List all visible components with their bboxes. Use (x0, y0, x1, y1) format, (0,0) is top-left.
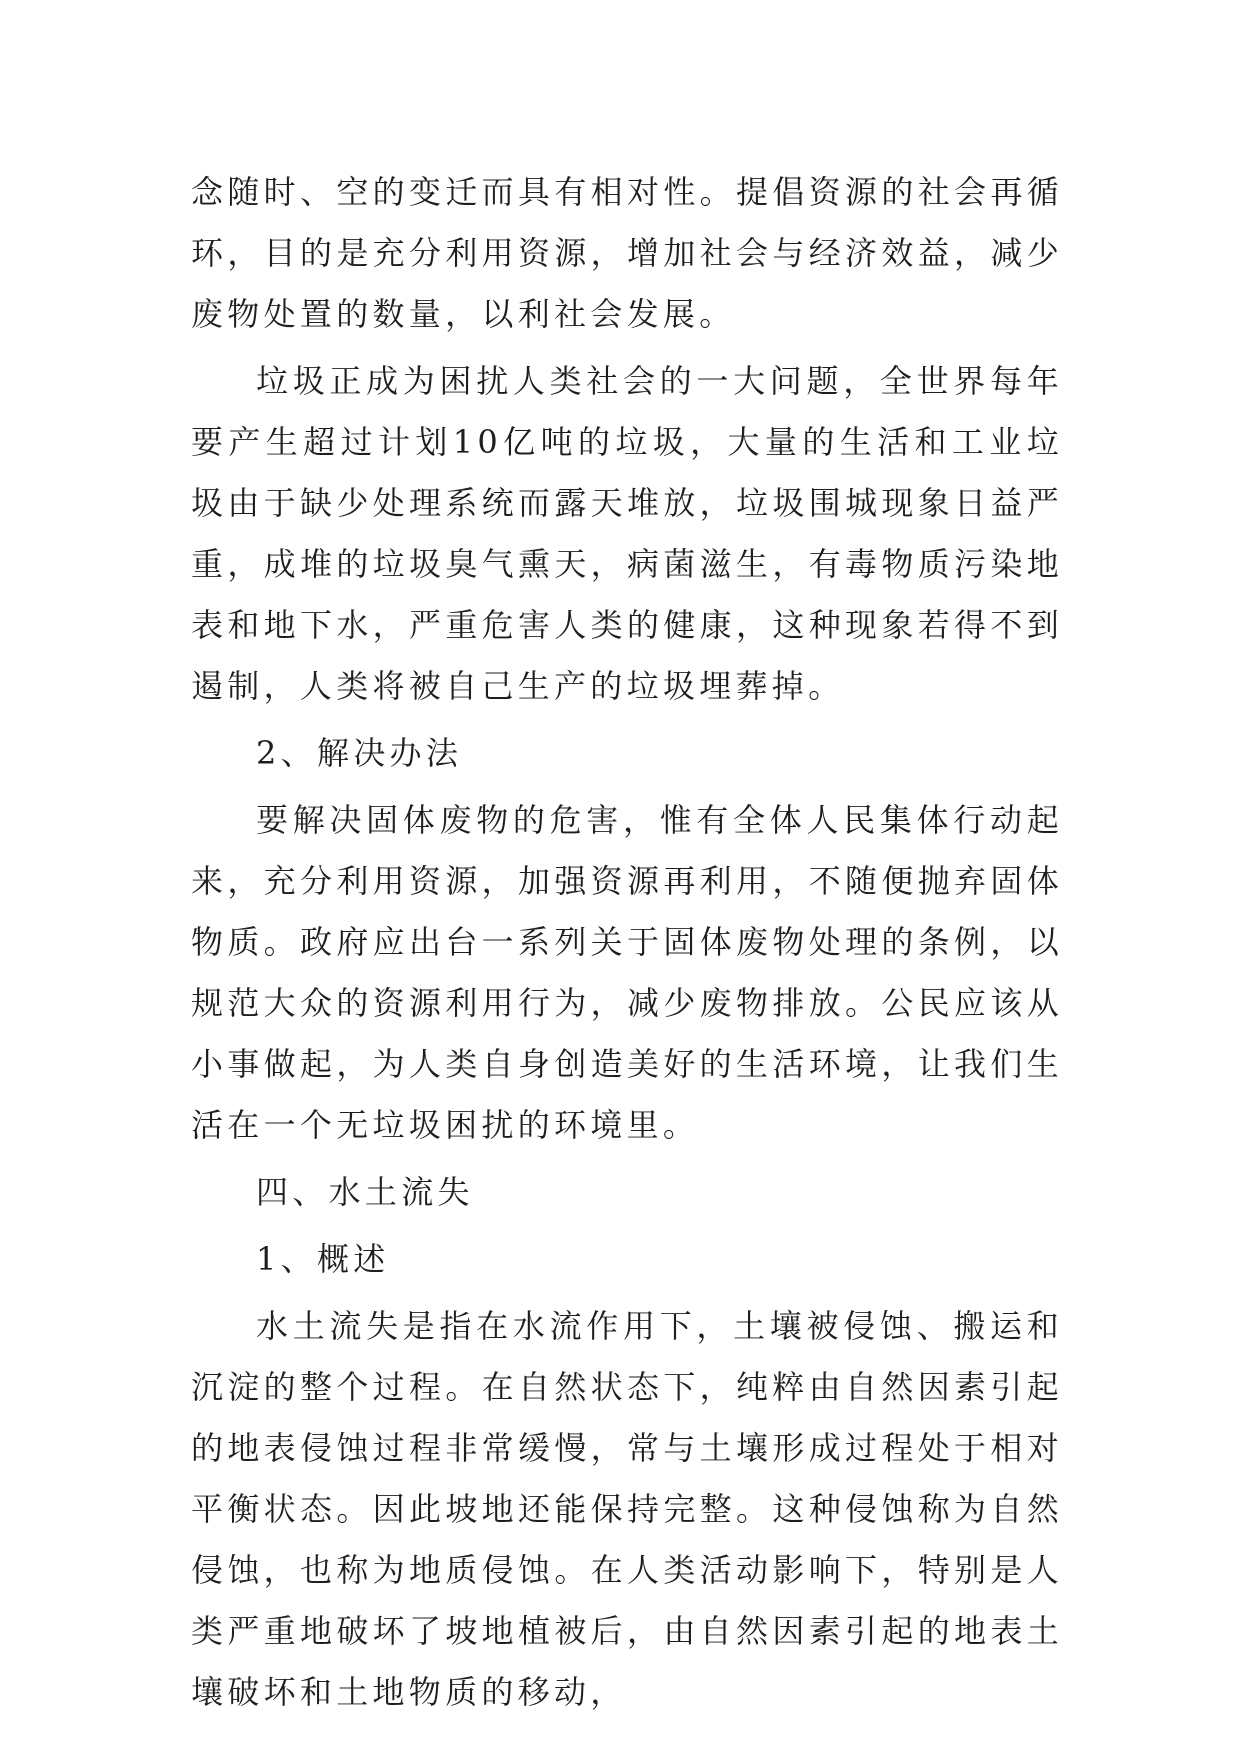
heading-soil-erosion: 四、水土流失 (256, 1173, 474, 1211)
paragraph-solutions: 要解决固体废物的危害，惟有全体人民集体行动起来，充分利用资源，加强资源再利用，不随便抛弃固体物质。政府应出台一系列关于固体废物处理的条例，以规范大众的资源利用行为，减少废物排放。公民应该从小事做起，为人类自身创造美好的生活环境，让我们生活在一个无垃圾困扰的环境里。 (191, 801, 1063, 1144)
paragraph-soil-erosion-overview: 水土流失是指在水流作用下，土壤被侵蚀、搬运和沉淀的整个过程。在自然状态下，纯粹由自然因素引起的地表侵蚀过程非常缓慢，常与土壤形成过程处于相对平衡状态。因此坡地还能保持完整。这种侵蚀称为自然侵蚀，也称为地质侵蚀。在人类活动影响下，特别是人类严重地破坏了坡地植被后，由自然因素引起的地表土壤破坏和土地物质的移动， (191, 1307, 1063, 1711)
paragraph-resource-recycling: 念随时、空的变迁而具有相对性。提倡资源的社会再循环，目的是充分利用资源，增加社会与经济效益，减少废物处置的数量，以利社会发展。 (191, 173, 1063, 333)
heading-solutions: 2、解决办法 (256, 734, 463, 772)
heading-overview: 1、概述 (256, 1240, 390, 1278)
document-body (191, 162, 1063, 1729)
paragraph-garbage-problem: 垃圾正成为困扰人类社会的一大问题，全世界每年要产生超过计划10亿吨的垃圾，大量的生活和工业垃圾由于缺少处理系统而露天堆放，垃圾围城现象日益严重，成堆的垃圾臭气熏天，病菌滋生，有毒物质污染地表和地下水，严重危害人类的健康，这种现象若得不到遏制，人类将被自己生产的垃圾埋葬掉。 (191, 362, 1063, 705)
